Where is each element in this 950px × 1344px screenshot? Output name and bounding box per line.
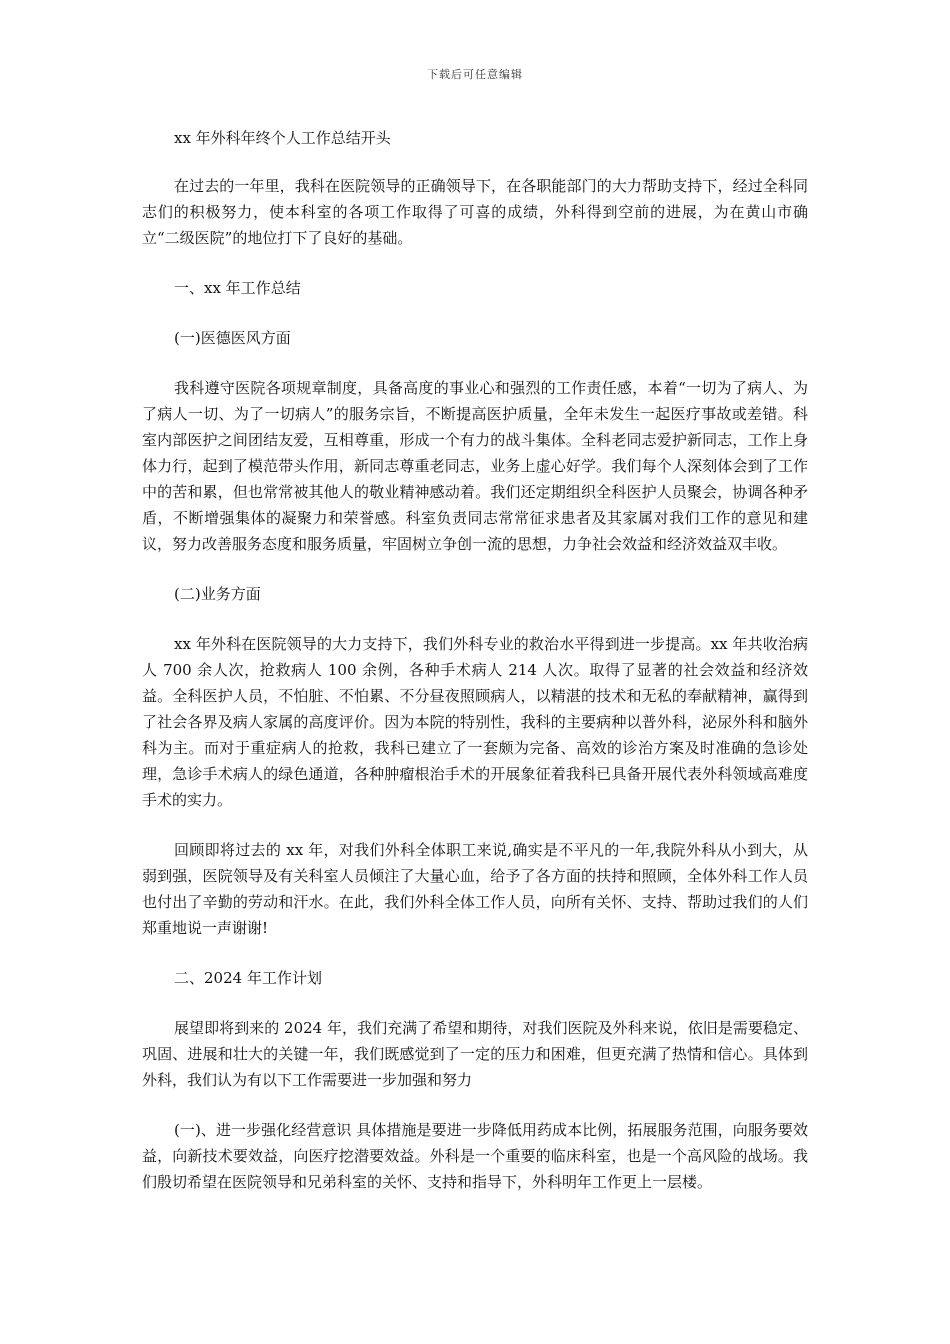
plan-intro-paragraph: 展望即将到来的 2024 年，我们充满了希望和期待，对我们医院及外科来说，依旧是需要稳定、巩固、进展和壮大的关键一年，我们既感觉到了一定的压力和困难，但更充满了热情和信心。具体到外科，我们认为有以下工作需要进一步加强和努力 [142, 1019, 808, 1089]
subsection-1-title: (一)医德医风方面 [174, 329, 291, 347]
document-title: xx 年外科年终个人工作总结开头 [174, 129, 391, 147]
subsection-1-paragraph: 我科遵守医院各项规章制度，具备高度的事业心和强烈的工作责任感，本着“一切为了病人、为了病人一切、为了一切病人”的服务宗旨，不断提高医护质量，全年未发生一起医疗事故或差错。科室内部医护之间团结友爱，互相尊重，形成一个有力的战斗集体。全科老同志爱护新同志，工作上身体力行，起到了模范带头作用，新同志尊重老同志，业务上虚心好学。我们每个人深刻体会到了工作中的苦和累，但也常常被其他人的敬业精神感动着。我们还定期组织全科医护人员聚会，协调各种矛盾，不断增强集体的凝聚力和荣誉感。科室负责同志常常征求患者及其家属对我们工作的意见和建议，努力改善服务态度和服务质量，牢固树立争创一流的思想，力争社会效益和经济效益双丰收。 [142, 379, 808, 553]
subsection-2-title: (二)业务方面 [174, 585, 261, 603]
plan-item-1-paragraph: (一)、进一步强化经营意识 具体措施是要进一步降低用药成本比例，拓展服务范围，向服务要效益，向新技术要效益，向医疗挖潜要效益。外科是一个重要的临床科室，也是一个高风险的战场。我们殷切希望在医院领导和兄弟科室的关怀、支持和指导下，外科明年工作更上一层楼。 [142, 1121, 808, 1191]
review-paragraph: 回顾即将过去的 xx 年，对我们外科全体职工来说,确实是不平凡的一年,我院外科从小到大，从弱到强，医院领导及有关科室人员倾注了大量心血，给予了各方面的扶持和照顾，全体外科工作人员也付出了辛勤的劳动和汗水。在此，我们外科全体工作人员，向所有关怀、支持、帮助过我们的人们郑重地说一声谢谢! [142, 841, 808, 937]
intro-paragraph: 在过去的一年里，我科在医院领导的正确领导下，在各职能部门的大力帮助支持下，经过全科同志们的积极努力，使本科室的各项工作取得了可喜的成绩，外科得到空前的进展，为在黄山市确立“二级医院”的地位打下了良好的基础。 [142, 177, 808, 247]
section-1-title: 一、xx 年工作总结 [174, 279, 301, 297]
header-note: 下载后可任意编辑 [427, 68, 523, 81]
section-2-title: 二、2024 年工作计划 [174, 969, 322, 987]
subsection-2-paragraph: xx 年外科在医院领导的大力支持下，我们外科专业的救治水平得到进一步提高。xx 年共收治病人 700 余人次，抢救病人 100 余例，各种手术病人 214 人次。取得了显著的社会效益和经济效益。全科医护人员，不怕脏、不怕累、不分昼夜照顾病人，以精湛的技术和无私的奉献精神，赢得到了社会各界及病人家属的高度评价。因为本院的特别性，我科的主要病种以普外科，泌尿外科和脑外科为主。而对于重症病人的抢救，我科已建立了一套颇为完备、高效的诊治方案及时准确的急诊处理，急诊手术病人的绿色通道，各种肿瘤根治手术的开展象征着我科已具备开展代表外科领域高难度手术的实力。 [142, 635, 808, 809]
document-body [142, 125, 808, 1195]
